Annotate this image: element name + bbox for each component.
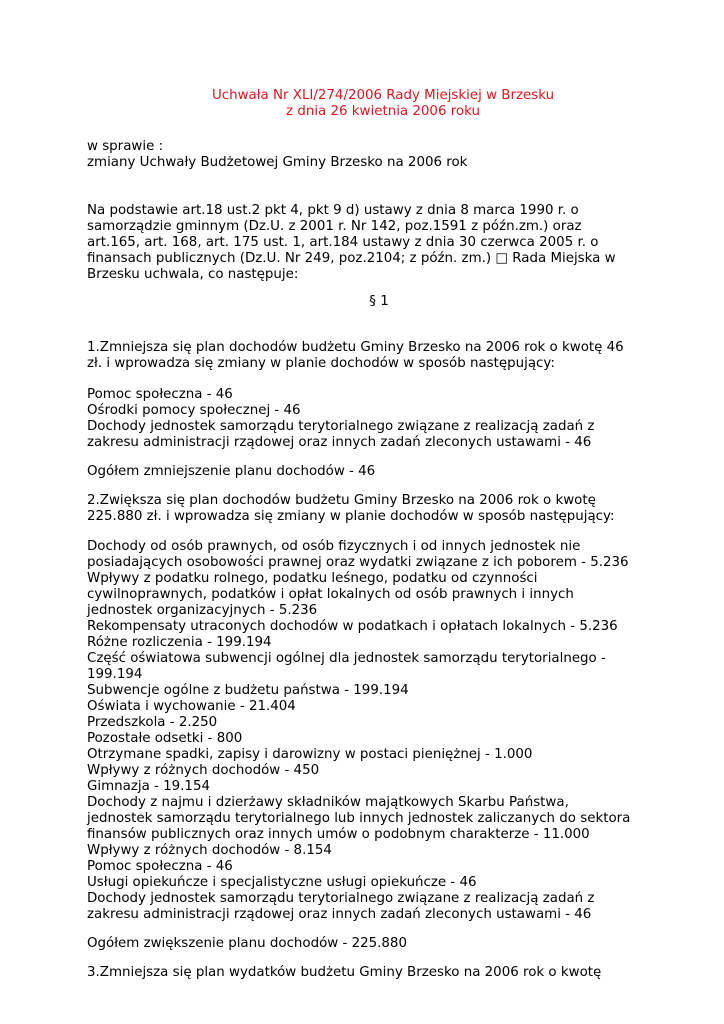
list-item: Dochody jednostek samorządu terytorialnego związane z realizacją zadań z [87,891,595,906]
title-date-line: z dnia 26 kwietnia 2006 roku [286,104,480,119]
list-item: Ośrodki pomocy społecznej - 46 [87,403,301,418]
list-item: Rekompensaty utraconych dochodów w podatkach i opłatach lokalnych - 5.236 [87,619,618,634]
point-3-line: 3.Zmniejsza się plan wydatków budżetu Gminy Brzesko na 2006 rok o kwotę [87,965,602,980]
point-1 [87,340,687,372]
legal-basis-line: Brzesku uchwala, co następuje: [87,267,299,282]
list-item: Dochody od osób prawnych, od osób fizycznych i od innych jednostek nie [87,539,581,554]
list-item: zakresu administracji rządowej oraz innych zadań zleconych ustawami - 46 [87,907,592,922]
resolution-title [79,88,687,120]
list-item: Subwencje ogólne z budżetu państwa - 199.194 [87,683,409,698]
list-item: Pomoc społeczna - 46 [87,859,233,874]
point-2-line: 2.Zwiększa się plan dochodów budżetu Gminy Brzesko na 2006 rok o kwotę [87,493,596,508]
list-item: jednostek organizacyjnych - 5.236 [87,603,318,618]
total-line: Ogółem zmniejszenie planu dochodów - 46 [87,464,376,479]
legal-basis-line: finansach publicznych (Dz.U. Nr 249, poz.2104; z późn. zm.) □ Rada Miejska w [87,251,616,266]
section-symbol: § 1 [369,294,389,309]
legal-basis-line: Na podstawie art.18 ust.2 pkt 4, pkt 9 d) ustawy z dnia 8 marca 1990 r. o [87,203,579,218]
legal-basis [87,203,687,283]
point-2-items [87,539,687,923]
list-item: Dochody z najmu i dzierżawy składników majątkowych Skarbu Państwa, [87,795,569,810]
list-item: Wpływy z różnych dochodów - 450 [87,763,320,778]
list-item: finansów publicznych oraz innych umów o podobnym charakterze - 11.000 [87,827,590,842]
list-item: Pozostałe odsetki - 800 [87,731,243,746]
list-item: zakresu administracji rządowej oraz innych zadań zleconych ustawami - 46 [87,435,592,450]
list-item: Dochody jednostek samorządu terytorialnego związane z realizacją zadań z [87,419,595,434]
legal-basis-line: samorządzie gminnym (Dz.U. z 2001 r. Nr 142, poz.1591 z późn.zm.) oraz [87,219,582,234]
list-item: Wpływy z podatku rolnego, podatku leśnego, podatku od czynności [87,571,538,586]
list-item: Wpływy z różnych dochodów - 8.154 [87,843,332,858]
list-item: Usługi opiekuńcze i specjalistyczne usługi opiekuńcze - 46 [87,875,477,890]
point-1-items [87,387,687,451]
legal-basis-line: art.165, art. 168, art. 175 ust. 1, art.184 ustawy z dnia 30 czerwca 2005 r. o [87,235,599,250]
title-line: Uchwała Nr XLI/274/2006 Rady Miejskiej w Brzesku [211,88,555,103]
subject-text: zmiany Uchwały Budżetowej Gminy Brzesko na 2006 rok [87,155,468,170]
list-item: Część oświatowa subwencji ogólnej dla jednostek samorządu terytorialnego - [87,651,606,666]
section-mark [71,294,687,310]
list-item: cywilnoprawnych, podatków i opłat lokalnych od osób prawnych i innych [87,587,574,602]
subject-label: w sprawie : [87,139,164,154]
list-item: 199.194 [87,667,143,682]
subject-block [87,139,687,171]
list-item: Przedszkola - 2.250 [87,715,218,730]
point-2-total [87,936,687,952]
point-1-line: 1.Zmniejsza się plan dochodów budżetu Gminy Brzesko na 2006 rok o kwotę 46 [87,340,624,355]
point-3 [87,965,687,981]
point-2 [87,493,687,525]
point-1-total [87,464,687,480]
point-1-line: zł. i wprowadza się zmiany w planie dochodów w sposób następujący: [87,356,555,371]
list-item: posiadających osobowości prawnej oraz wydatki związane z ich poborem - 5.236 [87,555,629,570]
point-2-line: 225.880 zł. i wprowadza się zmiany w planie dochodów w sposób następujący: [87,509,615,524]
list-item: Różne rozliczenia - 199.194 [87,635,272,650]
list-item: Gimnazja - 19.154 [87,779,210,794]
list-item: Oświata i wychowanie - 21.404 [87,699,296,714]
list-item: Otrzymane spadki, zapisy i darowizny w postaci pieniężnej - 1.000 [87,747,533,762]
total-line: Ogółem zwiększenie planu dochodów - 225.880 [87,936,407,951]
document-page [87,88,687,981]
list-item: Pomoc społeczna - 46 [87,387,233,402]
list-item: jednostek samorządu terytorialnego lub innych jednostek zaliczanych do sektora [87,811,631,826]
